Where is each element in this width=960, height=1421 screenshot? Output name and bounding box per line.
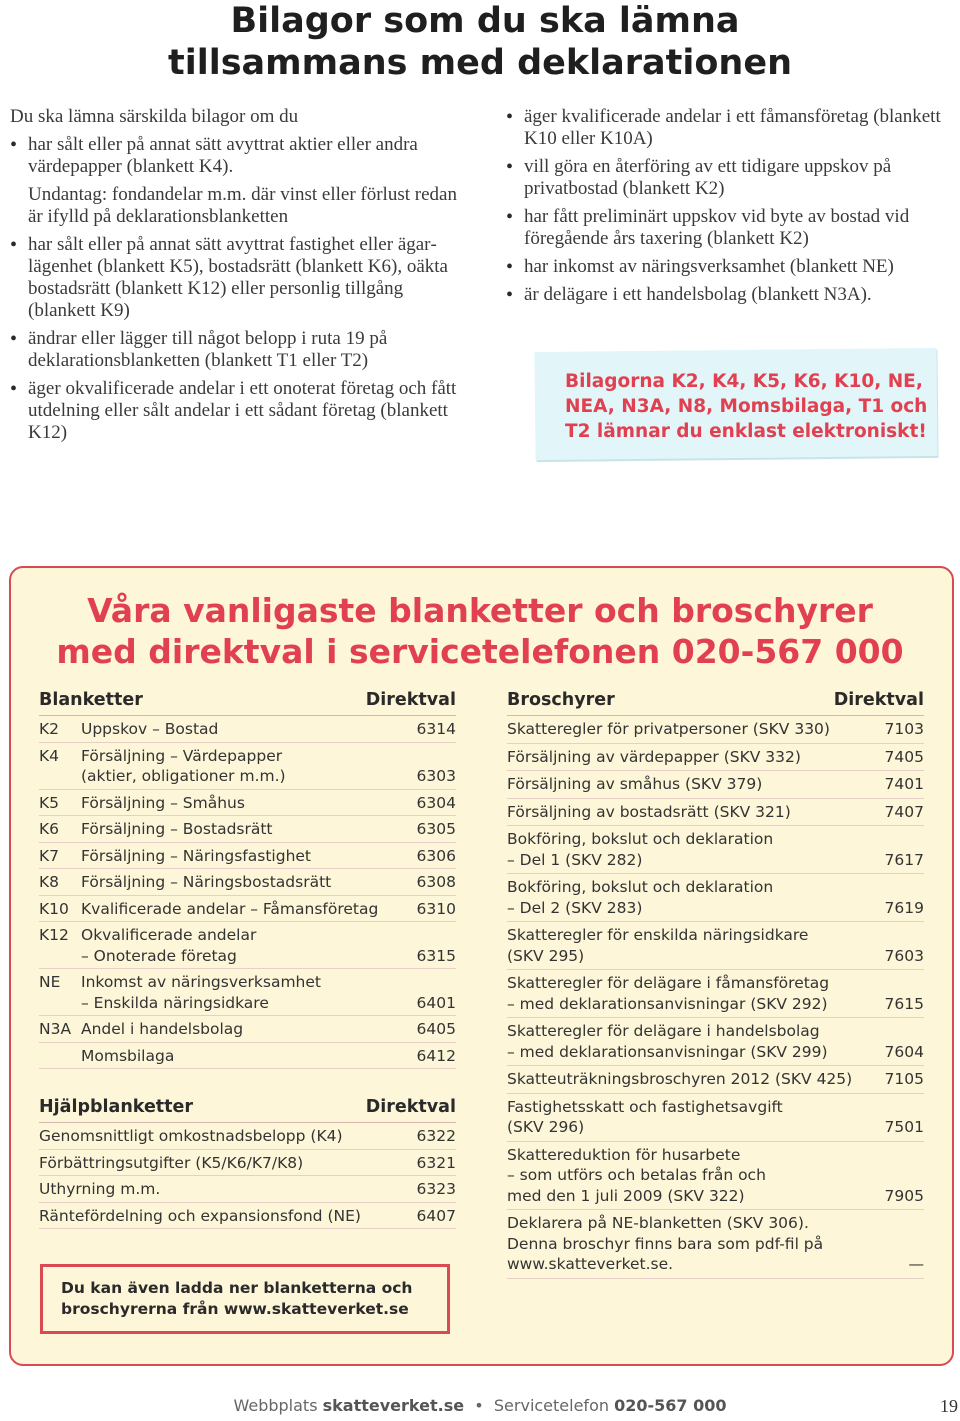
form-code: K10 (39, 899, 69, 918)
table-row (507, 826, 924, 874)
form-direct-number: 6310 (416, 899, 456, 918)
table-row (507, 771, 924, 799)
help-form-name: Räntefördelning och expansionsfond (NE) (39, 1206, 361, 1225)
footer-web-link[interactable]: skatteverket.se (322, 1396, 465, 1415)
footer-separator-bullet: • (469, 1396, 489, 1415)
table-row (507, 1094, 924, 1142)
brochure-direct-number: 7501 (884, 1118, 924, 1136)
left-bullet-list (9, 134, 469, 450)
brochure-name: Skatteregler för delägare i fåmansföretag – med deklarationsanvisningar (SKV 292) (507, 974, 830, 1013)
form-name: Andel i handelsbolag (81, 1020, 244, 1038)
list-item: • ändrar eller lägger till något belopp i ruta 19 på deklarationsblanketten (blankett T1 eller T2) (9, 328, 469, 372)
help-direct-number: 6323 (416, 1180, 456, 1198)
form-direct-number: 6305 (416, 820, 456, 838)
brochures-header (507, 690, 924, 716)
form-name: Kvalificerade andelar – Fåmansföretag (81, 899, 379, 918)
form-code: N3A (39, 1020, 72, 1038)
form-direct-number: 6412 (416, 1046, 456, 1065)
form-direct-number: 6405 (416, 1020, 456, 1038)
form-code (39, 1046, 81, 1067)
brochure-direct-number: 7905 (884, 1186, 924, 1205)
table-row (507, 922, 924, 970)
list-item: • har fått preliminärt uppskov vid byte av bostad vid föregående års taxering (blankett K2) (505, 206, 945, 250)
brochure-name: Försäljning av småhus (SKV 379) (507, 775, 763, 793)
form-direct-number: 6308 (416, 873, 456, 891)
table-row (39, 1150, 456, 1177)
page-title-line1: Bilagor som du ska lämna (230, 1, 740, 41)
brochure-name: Försäljning av värdepapper (SKV 332) (507, 747, 801, 766)
brochure-direct-number: 7105 (884, 1070, 924, 1088)
table-row (507, 1142, 924, 1211)
footer (0, 1396, 960, 1415)
table-row (507, 1210, 924, 1279)
table-row (39, 1203, 456, 1230)
list-item (9, 134, 469, 228)
form-code: K4 (39, 746, 60, 765)
brochure-direct-number: 7604 (884, 1042, 924, 1061)
brochures-direct-header: Direktval (833, 690, 924, 710)
table-row (39, 1176, 456, 1203)
form-name: Okvalificerade andelar – Onoterade företag (81, 926, 257, 965)
exception-text: Undantag: fondandelar m.m. där vinst eller förlust redan är ifylld på deklarationsblanketten (28, 184, 457, 227)
form-name: Försäljning – Näringsbostadsrätt (81, 873, 332, 891)
table-row (39, 896, 456, 923)
page-number: 19 (940, 1396, 958, 1416)
table-row (39, 743, 456, 790)
form-code: K8 (39, 873, 60, 891)
table-row (507, 874, 924, 922)
table-row (39, 816, 456, 843)
brochure-direct-number: 7103 (884, 720, 924, 738)
brochure-name: Skatteregler för delägare i handelsbolag – med deklarationsanvisningar (SKV 299) (507, 1022, 828, 1061)
help-form-name: Genomsnittligt omkostnadsbelopp (K4) (39, 1127, 343, 1145)
help-form-name: Förbättringsutgifter (K5/K6/K7/K8) (39, 1153, 304, 1172)
list-item: • är delägare i ett handelsbolag (blankett N3A). (505, 284, 945, 306)
box-title-line2: med direktval i servicetelefonen 020-567 000 (56, 632, 904, 671)
brochure-name: Skatteregler för privatpersoner (SKV 330) (507, 720, 830, 738)
help-direct-number: 6321 (416, 1153, 456, 1172)
help-form-name: Uthyrning m.m. (39, 1180, 161, 1198)
page-title (0, 0, 960, 84)
form-direct-number: 6304 (416, 793, 456, 812)
help-direct-number: 6322 (416, 1127, 456, 1145)
form-direct-number: 6401 (416, 993, 456, 1012)
help-header (39, 1097, 456, 1123)
brochures-table (507, 716, 924, 1279)
help-header-label: Hjälpblanketter (39, 1097, 194, 1117)
brochure-direct-number: 7603 (884, 946, 924, 965)
table-row (507, 716, 924, 744)
help-table (39, 1123, 456, 1229)
forms-column (39, 690, 456, 1229)
table-row (39, 869, 456, 896)
form-name: Uppskov – Bostad (81, 720, 219, 738)
brochure-name: Fastighetsskatt och fastighetsavgift (SKV 296) (507, 1097, 783, 1136)
table-row (39, 1043, 456, 1070)
page-title-line2: tillsammans med deklarationen (167, 43, 793, 83)
form-code: K12 (39, 926, 69, 944)
table-row (507, 1018, 924, 1066)
form-name: Försäljning – Värdepapper (aktier, obligationer m.m.) (81, 746, 286, 785)
right-bullet-list (505, 106, 945, 312)
brochure-direct-number: 7619 (884, 898, 924, 917)
table-row (507, 970, 924, 1018)
list-item: • vill göra en återföring av ett tidigare uppskov på privatbostad (blankett K2) (505, 156, 945, 200)
brochure-name: Skatteuträkningsbroschyren 2012 (SKV 425) (507, 1070, 853, 1088)
forms-header-label: Blanketter (39, 690, 143, 710)
form-code: K2 (39, 720, 60, 738)
table-row (39, 1123, 456, 1150)
form-name: Momsbilaga (81, 1046, 175, 1065)
download-note: Du kan även ladda ner blanketterna och broschyrerna från www.skatteverket.se (40, 1264, 450, 1334)
form-code: K7 (39, 846, 60, 865)
forms-table (39, 716, 456, 1069)
electronic-note-text: Bilagorna K2, K4, K5, K6, K10, NE, NEA, N3A, N8, Momsbilaga, T1 och T2 lämnar du enklast elektroniskt! (565, 371, 928, 442)
form-direct-number: 6314 (416, 720, 456, 738)
list-item-text: har sålt eller på annat sätt avyttrat aktier eller andra värdepapper (blankett K4). (28, 134, 418, 177)
brochure-name: Bokföring, bokslut och deklaration – Del 2 (SKV 283) (507, 878, 774, 917)
table-row (39, 969, 456, 1016)
list-item: • äger kvalificerade andelar i ett fåmansföretag (blankett K10 eller K10A) (505, 106, 945, 150)
form-direct-number: 6315 (416, 946, 456, 965)
form-code: NE (39, 973, 61, 991)
brochure-name: Bokföring, bokslut och deklaration – Del 1 (SKV 282) (507, 830, 774, 869)
brochure-direct-number: 7405 (884, 747, 924, 766)
brochure-direct-number: 7401 (884, 775, 924, 793)
form-name: Försäljning – Näringsfastighet (81, 846, 312, 865)
list-item: • har sålt eller på annat sätt avyttrat fastighet eller ägarlägenhet (blankett K5), bostadsrätt (blankett K6), oäkta bostadsrätt (blankett K12) eller personlig tillgång (blankett K9) (9, 234, 469, 322)
brochure-name: Deklarera på NE-blanketten (SKV 306). Denna broschyr finns bara som pdf-fil på www.skatteverket.se. (507, 1214, 824, 1273)
form-name: Försäljning – Bostadsrätt (81, 820, 273, 838)
forms-direct-header: Direktval (365, 690, 456, 710)
footer-phone-label: Servicetelefon (493, 1396, 609, 1415)
form-name: Försäljning – Småhus (81, 793, 245, 812)
box-title (0, 590, 960, 672)
brochure-name: Försäljning av bostadsrätt (SKV 321) (507, 802, 791, 821)
brochure-name: Skatteregler för enskilda näringsidkare (SKV 295) (507, 926, 809, 965)
forms-header (39, 690, 456, 716)
brochures-header-label: Broschyrer (507, 690, 615, 710)
table-row (39, 843, 456, 870)
table-row (507, 799, 924, 827)
help-direct-number: 6407 (416, 1206, 456, 1225)
form-direct-number: 6306 (416, 846, 456, 865)
brochure-direct-number: 7615 (884, 994, 924, 1013)
list-item: • har inkomst av näringsverksamhet (blankett NE) (505, 256, 945, 278)
form-direct-number: 6303 (416, 767, 456, 785)
brochure-direct-number: — (908, 1255, 924, 1273)
help-direct-header: Direktval (365, 1097, 456, 1117)
form-name: Inkomst av näringsverksamhet – Enskilda näringsidkare (81, 973, 321, 1012)
form-code: K6 (39, 820, 60, 838)
table-row (39, 1016, 456, 1043)
table-row (39, 790, 456, 817)
brochures-column (507, 690, 924, 1279)
brochure-name: Skattereduktion för husarbete – som utförs och betalas från och med den 1 juli 2009 (SKV 322) (507, 1145, 766, 1205)
table-row (39, 922, 456, 969)
footer-web-label: Webbplats (233, 1396, 318, 1415)
table-row (507, 1066, 924, 1094)
table-row (507, 744, 924, 772)
list-item: • äger okvalificerade andelar i ett onoterat företag och fått utdelning eller sålt andelar i ett sådant företag (blankett K12) (9, 378, 469, 444)
footer-phone: 020-567 000 (614, 1396, 727, 1415)
box-title-line1: Våra vanligaste blanketter och broschyrer (87, 591, 873, 630)
form-code: K5 (39, 793, 60, 812)
brochure-direct-number: 7407 (884, 802, 924, 821)
table-row (39, 716, 456, 743)
brochure-direct-number: 7617 (884, 850, 924, 869)
intro-text: Du ska lämna särskilda bilagor om du (10, 106, 299, 127)
